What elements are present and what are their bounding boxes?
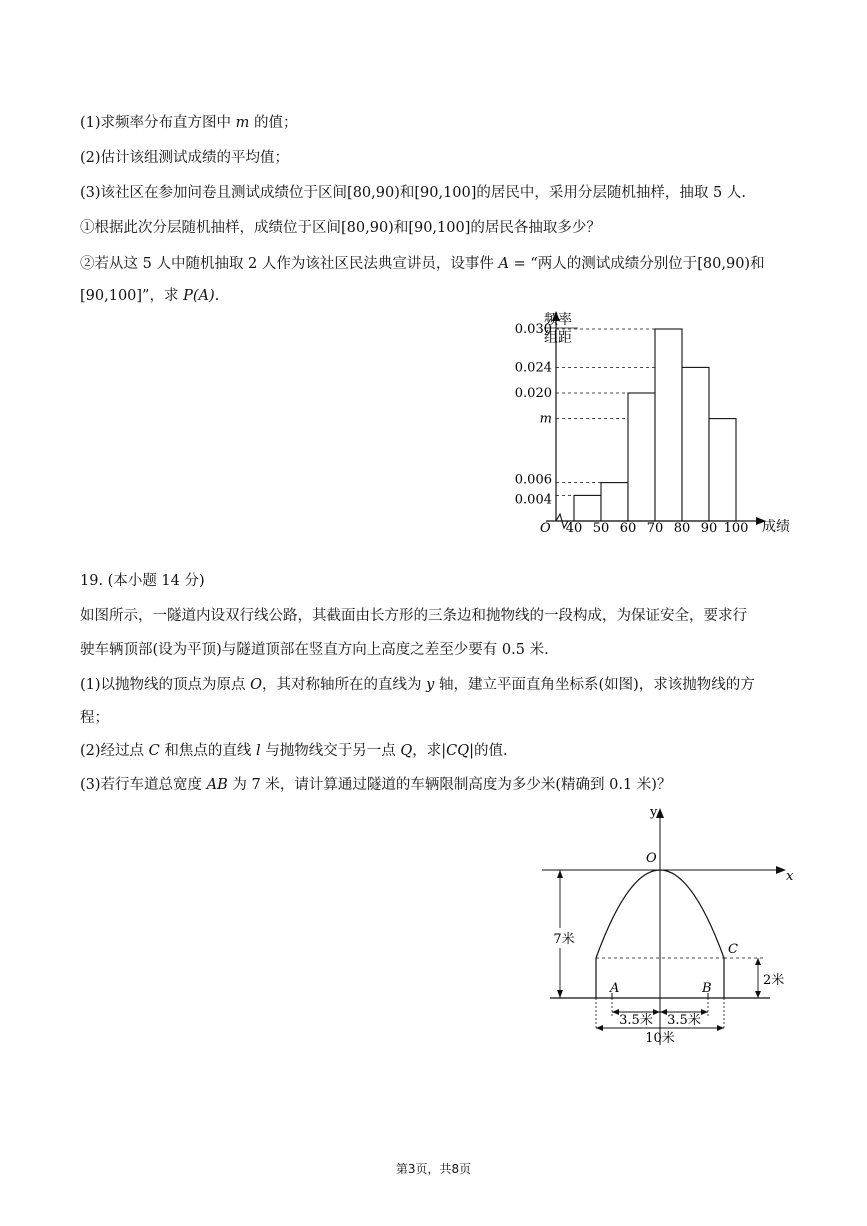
q18-part3-2: ②若从这 5 人中随机抽取 2 人作为该社区民法典宣讲员，设事件 A = “两人的测试成绩分别位于[80,90)和 — [80, 256, 765, 272]
ylabel-top: 频率 — [544, 312, 572, 328]
x-tick-label: 90 — [700, 521, 718, 536]
q18-part2: (2)估计该组测试成绩的平均值； — [80, 150, 290, 166]
label-2m: 2米 — [763, 973, 785, 988]
q19-part1: (1)以抛物线的顶点为原点 O，其对称轴所在的直线为 y 轴，建立平面直角坐标系(如图)，求该抛物线的方 — [80, 677, 755, 693]
histogram-bar — [574, 495, 601, 521]
x-axis-arrow — [776, 866, 786, 874]
x-tick-label: 100 — [723, 521, 749, 536]
y-tick-label: 0.004 — [514, 492, 552, 508]
y-tick-label: 0.020 — [514, 386, 552, 401]
q19-para2: 驶车辆顶部(设为平顶)与隧道顶部在竖直方向上高度之差至少要有 0.5 米. — [80, 642, 549, 658]
y-tick-label: 0.006 — [514, 472, 552, 488]
q19-part1-cont: 程； — [80, 710, 109, 726]
point-b: B — [702, 981, 712, 996]
q19-part3: (3)若行车道总宽度 AB 为 7 米，请计算通过隧道的车辆限制高度为多少米(精确到 0.1 米)？ — [80, 777, 672, 793]
y-tick-label: 0.024 — [514, 360, 552, 376]
point-a: A — [610, 981, 620, 996]
x-tick-label: 40 — [565, 521, 583, 536]
y-tick-label: 0.030 — [514, 322, 552, 337]
page-footer: 第3页，共8页 — [395, 1162, 472, 1176]
point-c: C — [728, 942, 738, 957]
x-axis-label: x — [786, 869, 794, 884]
label-3-5m-right: 3.5米 — [667, 1013, 701, 1028]
origin-label: O — [540, 521, 551, 536]
ylabel-bottom: 组距 — [544, 330, 572, 346]
x-tick-label: 60 — [619, 521, 637, 536]
y-tick-label: m — [539, 411, 552, 427]
q18-part3-2-cont: [90,100]”，求 P(A). — [80, 288, 220, 304]
label-10m: 10米 — [645, 1031, 675, 1046]
histogram-bar — [601, 483, 628, 521]
q18-part3-1: ①根据此次分层随机抽样，成绩位于区间[80,90)和[90,100]的居民各抽取多少？ — [80, 220, 601, 236]
histogram-bar — [628, 393, 655, 521]
histogram-bar — [709, 419, 736, 521]
label-7m: 7米 — [553, 932, 575, 947]
tunnel-diagram — [530, 800, 810, 1050]
histogram-bar — [682, 367, 709, 521]
xlabel: 成绩 — [762, 519, 790, 535]
label-3-5m-left: 3.5米 — [619, 1013, 653, 1028]
frequency-histogram — [490, 305, 810, 540]
x-tick-label: 50 — [592, 521, 610, 536]
q19-para1: 如图所示，一隧道内设双行线公路，其截面由长方形的三条边和抛物线的一段构成，为保证安全，要求行 — [80, 608, 747, 624]
x-tick-label: 80 — [673, 521, 691, 536]
q19-part2: (2)经过点 C 和焦点的直线 l 与抛物线交于另一点 Q，求|CQ|的值. — [80, 743, 508, 759]
histogram-bar — [655, 329, 682, 521]
y-axis-label: y — [650, 805, 658, 820]
q18-part1: (1)求频率分布直方图中 m 的值； — [80, 115, 298, 131]
x-tick-label: 70 — [646, 521, 664, 536]
origin-label: O — [646, 851, 657, 866]
q19-title: 19. (本小题 14 分) — [80, 573, 205, 589]
q18-part3: (3)该社区在参加问卷且测试成绩位于区间[80,90)和[90,100]的居民中，采用分层随机抽样，抽取 5 人. — [80, 185, 746, 201]
